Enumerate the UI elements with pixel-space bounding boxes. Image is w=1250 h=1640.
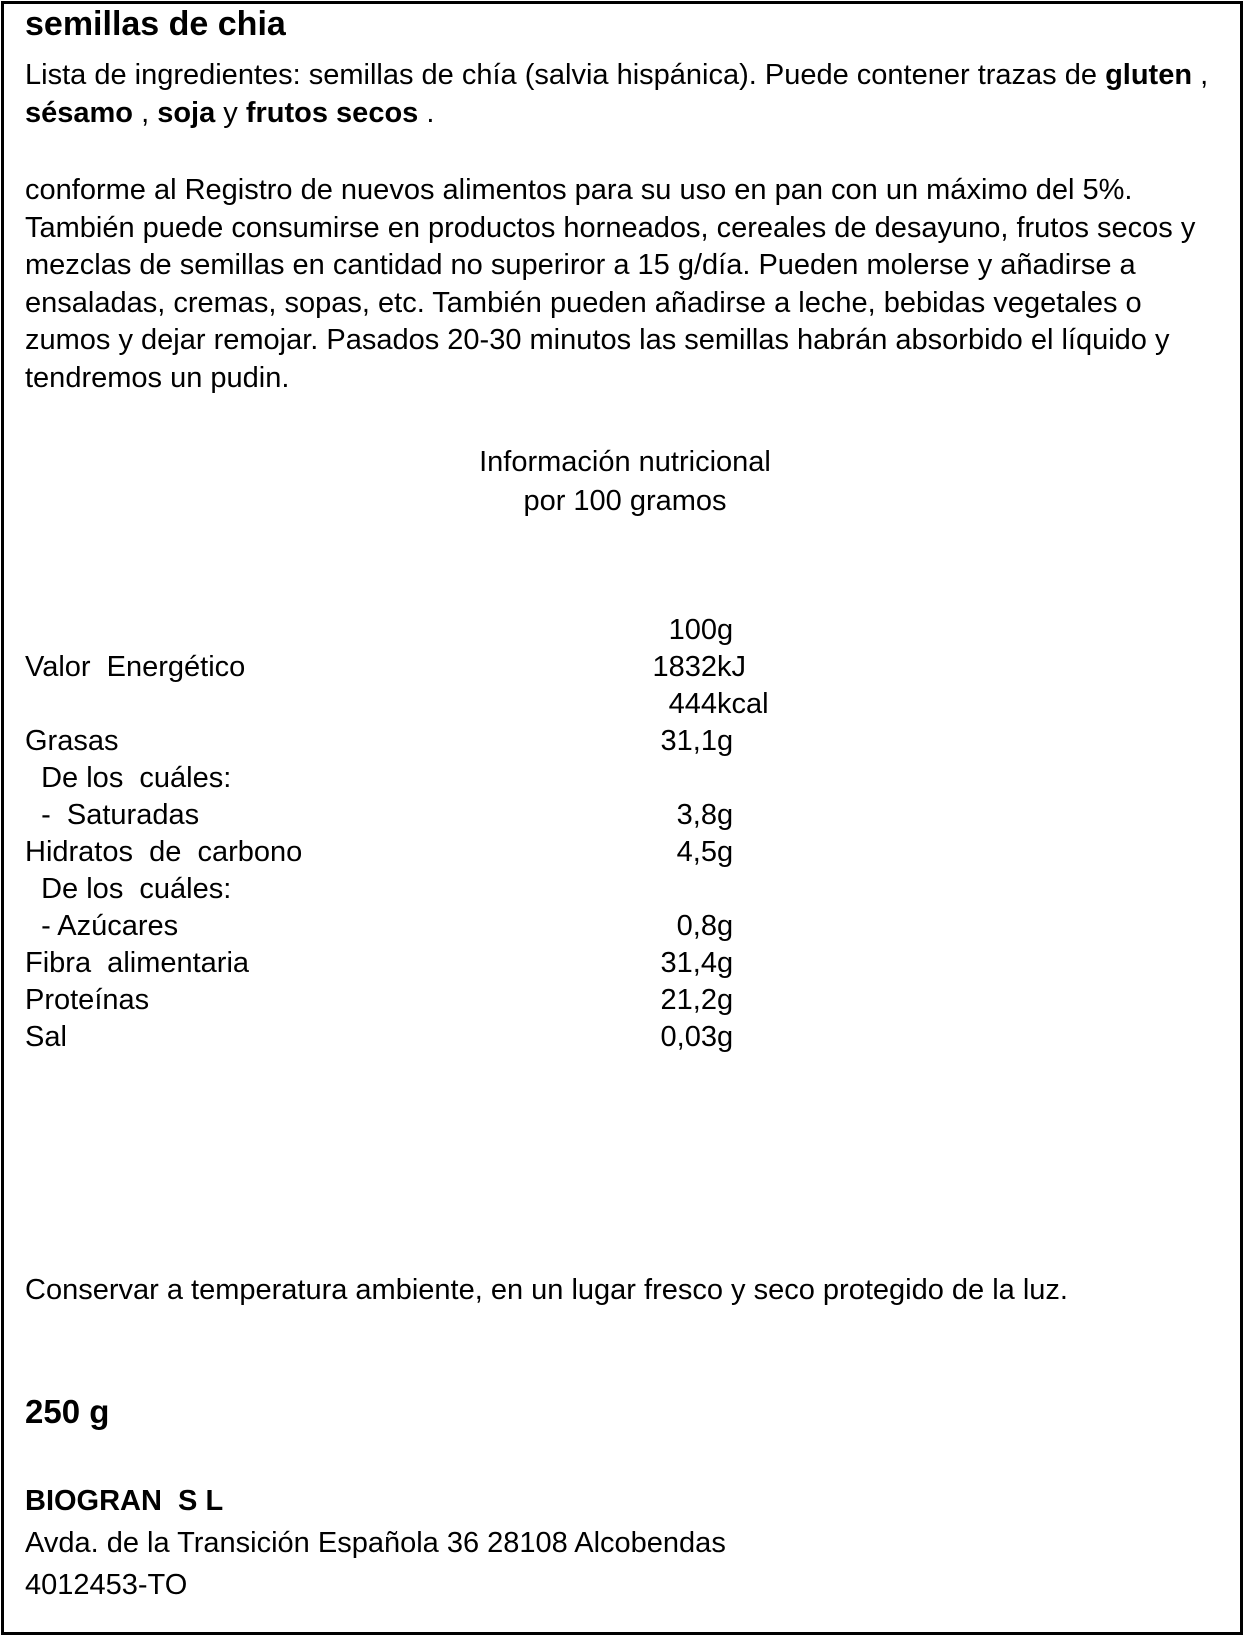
nutrient-value: 31,4: [660, 947, 717, 979]
nutrient-label: Proteínas: [25, 984, 150, 1016]
allergen-sesame: sésamo: [25, 97, 134, 129]
company-name: BIOGRAN S L: [25, 1485, 224, 1517]
nutrition-row-saturated: [0, 797, 1250, 834]
allergen-soy: soja: [157, 97, 216, 129]
nutrient-value: 1832: [652, 651, 717, 683]
nutrition-row-of-which: [0, 871, 1250, 908]
nutrition-column-header: [0, 612, 1250, 649]
allergen-gluten: gluten: [1105, 59, 1193, 91]
allergen-separator: ,: [1192, 59, 1209, 91]
nutrition-row-energy-kj: [0, 649, 1250, 686]
nutrient-unit: g: [717, 947, 734, 979]
ingredients-prefix: Lista de ingredientes: semillas de chía (salvia hispánica). Puede contener trazas de: [25, 59, 1106, 91]
registration-code: 4012453-TO: [25, 1569, 188, 1601]
nutrient-unit: g: [717, 910, 734, 942]
column-header-unit: g: [717, 614, 734, 646]
allergen-nuts: frutos secos: [245, 97, 419, 129]
company-address: Avda. de la Transición Española 36 28108 Alcobendas: [25, 1527, 726, 1559]
nutrient-value: 0,8: [676, 910, 717, 942]
nutrition-row-sugars: [0, 908, 1250, 945]
nutrient-unit: kJ: [717, 651, 746, 683]
nutrient-label: De los cuáles:: [25, 762, 232, 794]
nutrient-label: Sal: [25, 1021, 67, 1053]
nutrition-row-energy-kcal: [0, 686, 1250, 723]
column-header-value: 100: [668, 614, 717, 646]
nutrient-label: Hidratos de carbono: [25, 836, 303, 868]
nutrition-subheading: por 100 gramos: [523, 485, 727, 517]
ingredients-list: [25, 56, 1215, 132]
net-weight: 250 g: [25, 1393, 110, 1430]
nutrition-row-fat: [0, 723, 1250, 760]
nutrient-unit: g: [717, 1021, 734, 1053]
allergen-separator: ,: [133, 97, 158, 129]
nutrient-label: - Saturadas: [25, 799, 200, 831]
allergen-separator: y: [215, 97, 246, 129]
product-title: semillas de chia: [25, 5, 286, 43]
nutrient-value: 3,8: [676, 799, 717, 831]
nutrient-unit: g: [717, 799, 734, 831]
nutrient-value: 444: [668, 688, 717, 720]
storage-instructions: Conservar a temperatura ambiente, en un lugar fresco y seco protegido de la luz.: [25, 1274, 1068, 1306]
nutrient-label: Valor Energético: [25, 651, 246, 683]
nutrition-row-carbohydrates: [0, 834, 1250, 871]
nutrient-unit: kcal: [717, 688, 769, 720]
ingredients-suffix: .: [418, 97, 435, 129]
nutrition-row-of-which: [0, 760, 1250, 797]
nutrient-unit: g: [717, 836, 734, 868]
nutrient-value: 0,03: [660, 1021, 717, 1053]
nutrition-heading: Información nutricional: [479, 446, 771, 478]
nutrient-value: 31,1: [660, 725, 717, 757]
nutrient-label: Fibra alimentaria: [25, 947, 250, 979]
nutrition-row-salt: [0, 1019, 1250, 1056]
nutrient-unit: g: [717, 984, 734, 1016]
nutrient-label: De los cuáles:: [25, 873, 232, 905]
nutrition-row-protein: [0, 982, 1250, 1019]
nutrient-label: Grasas: [25, 725, 119, 757]
nutrient-label: - Azúcares: [25, 910, 179, 942]
nutrient-unit: g: [717, 725, 734, 757]
nutrient-value: 21,2: [660, 984, 717, 1016]
nutrition-row-fiber: [0, 945, 1250, 982]
nutrient-value: 4,5: [676, 836, 717, 868]
usage-instructions: conforme al Registro de nuevos alimentos para su uso en pan con un máximo del 5%. También puede consumirse en productos horneados, cereales de desayuno, frutos secos y mezclas de semillas en cantidad no superiror a 15 g/día. Pueden molerse y añadirse a ensaladas, cremas, sopas, etc. También pueden añadirse a leche, bebidas vegetales o zumos y dejar remojar. Pasados 20-30 minutos las semillas habrán absorbido el líquido y tendremos un pudin.: [25, 174, 1196, 394]
